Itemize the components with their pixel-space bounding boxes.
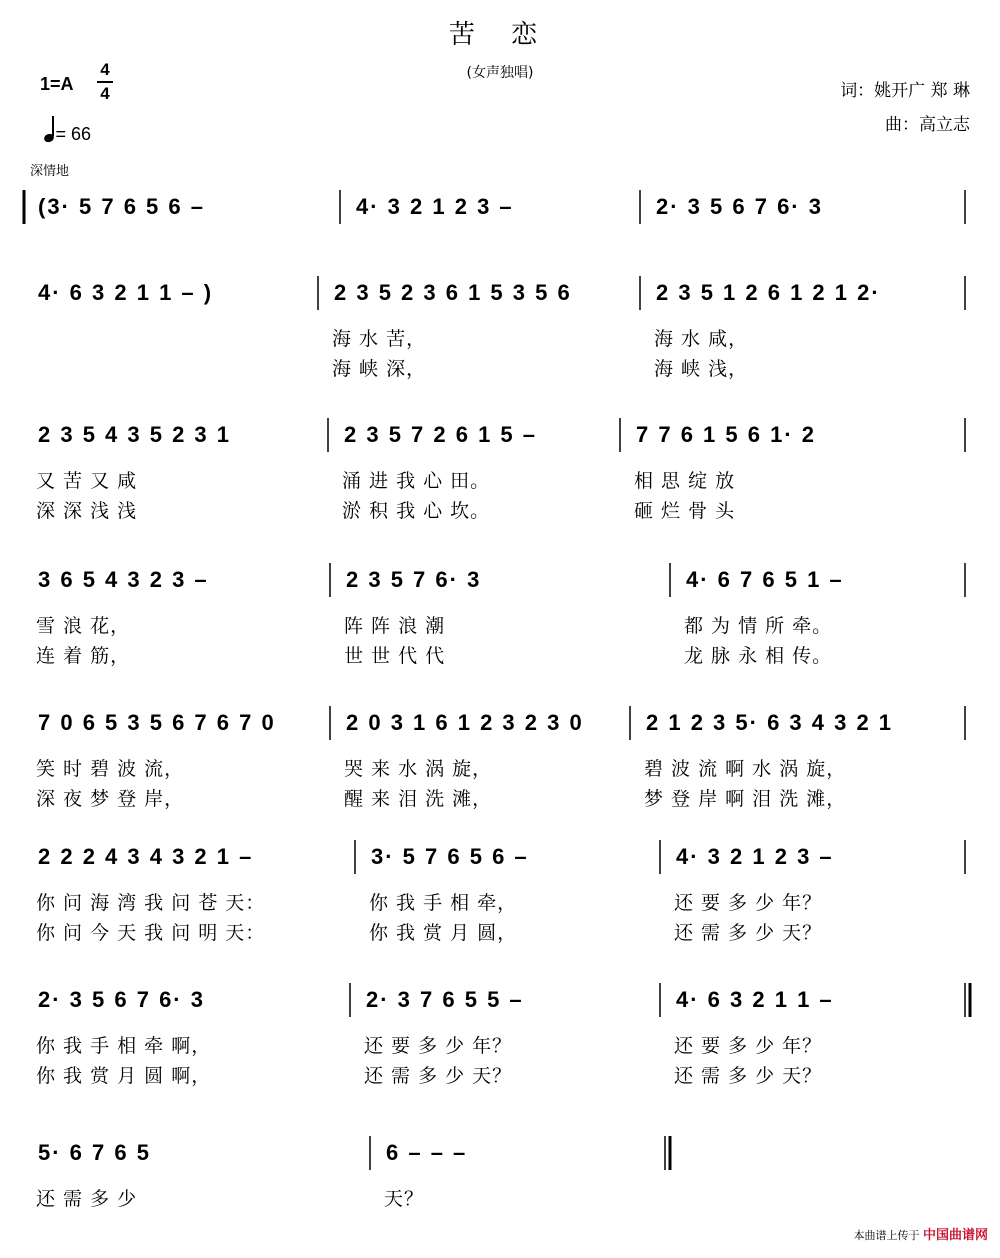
measure-notes: 7 7 6 1 5 6 1· 2	[636, 422, 816, 447]
lyric-line: 龙 脉 永 相 传。	[684, 645, 833, 667]
tempo-mark: = 66	[44, 120, 91, 145]
measure-notes: 2 3 5 2 3 6 1 5 3 5 6	[334, 280, 572, 305]
lyric-line: 你 我 赏 月 圆 啊，	[36, 1065, 212, 1087]
composer-credit: 曲：高立志	[885, 115, 970, 135]
lyric-line: 你 问 海 湾 我 问 苍 天：	[36, 892, 266, 914]
lyric-line: 深 夜 梦 登 岸，	[36, 788, 185, 810]
lyric-line: 你 我 手 相 牵 啊，	[36, 1035, 212, 1057]
lyric-line: 海 峡 浅，	[654, 358, 749, 380]
expression-mark: 深情地	[30, 164, 70, 179]
time-top: 4	[100, 60, 110, 79]
measure-notes: 2 3 5 1 2 6 1 2 1 2·	[656, 280, 881, 305]
lyric-line: 都 为 情 所 牵。	[684, 615, 833, 637]
lyric-line: 你 问 今 天 我 问 明 天：	[36, 922, 266, 944]
measure-notes: 2 1 2 3 5· 6 3 4 3 2 1	[646, 710, 894, 735]
measure-notes: 2· 3 7 6 5 5 –	[366, 987, 524, 1012]
lyric-line: 还 需 多 少 天？	[674, 1065, 823, 1087]
lyric-line: 淤 积 我 心 坎。	[342, 500, 491, 522]
time-bottom: 4	[100, 84, 110, 103]
measure-notes: 6 – – –	[386, 1140, 468, 1165]
lyric-line: 哭 来 水 涡 旋，	[344, 758, 493, 780]
key-signature: 1=A	[40, 74, 74, 94]
time-signature	[96, 60, 114, 104]
measure-notes: 2 3 5 7 6· 3	[346, 567, 482, 592]
lyric-line: 海 峡 深，	[332, 358, 427, 380]
lyric-line: 深 深 浅 浅	[36, 500, 138, 522]
lyric-line: 你 我 赏 月 圆，	[369, 922, 518, 944]
lyric-line: 还 需 多 少 天？	[364, 1065, 513, 1087]
score-system	[0, 1128, 1000, 1258]
measure-notes: 4· 3 2 1 2 3 –	[676, 844, 834, 869]
footer: 本曲谱上传于 中国曲谱网	[853, 1228, 988, 1243]
lyric-line: 相 思 绽 放	[634, 470, 736, 492]
measure-notes: 2 2 2 4 3 4 3 2 1 –	[38, 844, 254, 869]
lyric-line: 海 水 咸，	[654, 328, 749, 350]
measure-notes: 2 3 5 4 3 5 2 3 1	[38, 422, 232, 447]
lyric-line: 又 苦 又 咸	[36, 470, 138, 492]
lyric-line: 还 要 多 少 年？	[674, 1035, 823, 1057]
measure-notes: 7 0 6 5 3 5 6 7 6 7 0	[38, 710, 276, 735]
measure-notes: 4· 6 3 2 1 1 –	[676, 987, 834, 1012]
measure-notes: 2 0 3 1 6 1 2 3 2 3 0	[346, 710, 584, 735]
measure-notes: 3· 5 7 6 5 6 –	[371, 844, 529, 869]
site-logo: 中国曲谱网	[922, 1228, 988, 1243]
measure-notes: 2 3 5 7 2 6 1 5 –	[344, 422, 538, 447]
lyric-line: 阵 阵 浪 潮	[344, 615, 446, 637]
lyric-line: 碧 波 流 啊 水 涡 旋，	[644, 758, 847, 780]
lyric-line: 梦 登 岸 啊 泪 洗 滩，	[644, 788, 847, 810]
lyric-line: 天？	[384, 1188, 425, 1210]
lyric-line: 涌 进 我 心 田。	[342, 470, 491, 492]
lyric-line: 笑 时 碧 波 流，	[36, 758, 185, 780]
lyric-line: 砸 烂 骨 头	[634, 500, 736, 522]
score-system	[0, 832, 1000, 962]
score-system	[0, 410, 1000, 540]
lyric-line: 世 世 代 代	[344, 645, 446, 667]
lyricist-credit: 词：姚开广 郑 琳	[840, 81, 970, 101]
measure-notes: 2· 3 5 6 7 6· 3	[656, 194, 823, 219]
lyric-line: 连 着 筋，	[36, 645, 131, 667]
score-system	[0, 975, 1000, 1105]
lyric-line: 还 要 多 少 年？	[364, 1035, 513, 1057]
lyric-line: 醒 来 泪 洗 滩，	[344, 788, 493, 810]
lyric-line: 你 我 手 相 牵，	[369, 892, 518, 914]
song-subtitle: (女声独唱)	[466, 65, 534, 81]
song-title: 苦 恋	[448, 20, 552, 50]
measure-notes: 4· 6 7 6 5 1 –	[686, 567, 844, 592]
score-system	[0, 555, 1000, 685]
lyric-line: 还 需 多 少	[36, 1188, 138, 1210]
measure-notes: 5· 6 7 6 5	[38, 1140, 151, 1165]
measure-notes: 3 6 5 4 3 2 3 –	[38, 567, 209, 592]
score-system	[0, 268, 1000, 398]
score-system	[0, 698, 1000, 828]
measure-notes: 4· 6 3 2 1 1 – )	[38, 280, 214, 305]
measure-notes: (3· 5 7 6 5 6 –	[38, 194, 205, 219]
measure-notes: 4· 3 2 1 2 3 –	[356, 194, 514, 219]
lyric-line: 还 需 多 少 天？	[674, 922, 823, 944]
lyric-line: 还 要 多 少 年？	[674, 892, 823, 914]
measure-notes: 2· 3 5 6 7 6· 3	[38, 987, 205, 1012]
lyric-line: 海 水 苦，	[332, 328, 427, 350]
lyric-line: 雪 浪 花，	[36, 615, 131, 637]
